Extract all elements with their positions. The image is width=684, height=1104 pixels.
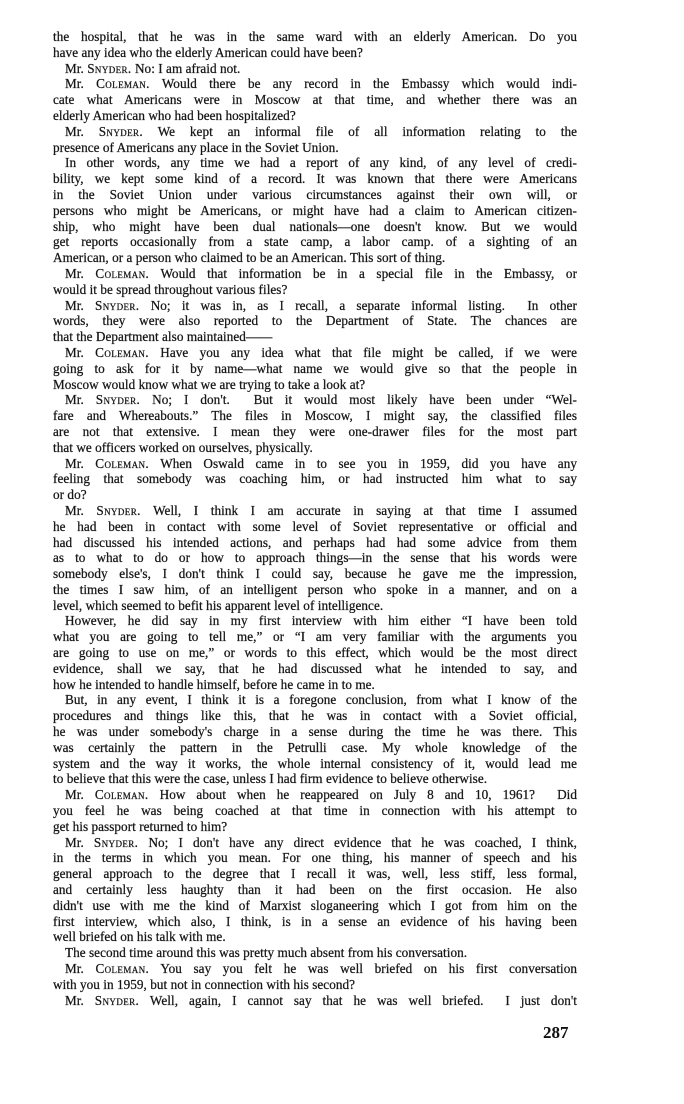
- paragraph: [53, 692, 577, 787]
- speaker-name: Snyder.: [95, 392, 141, 408]
- speaker-title: Mr.: [65, 992, 95, 1008]
- paragraph: [53, 29, 577, 61]
- page-body-text: [53, 29, 577, 1008]
- line-text: No; it was in, as I recall, a separate informal listing. In other: [139, 297, 577, 313]
- text-line: you feel he was being coached at that time in connection with his attempt to: [53, 803, 577, 819]
- line-text: You say you felt he was well briefed on his first conversation: [149, 961, 577, 977]
- text-line: [53, 993, 577, 1009]
- text-line: [53, 76, 577, 92]
- line-text: Well, again, I cannot say that he was well briefed. I just don't: [139, 992, 577, 1008]
- text-line: with you in 1959, but not in connection with his second?: [53, 976, 356, 992]
- speaker-name: Snyder.: [98, 123, 144, 139]
- text-line: ship, who might have been dual nationals—one doesn't know. But we would: [53, 218, 577, 234]
- testimony-paragraph: [53, 61, 577, 77]
- text-line: In other words, any time we had a report of any kind, of any level of credi-: [65, 155, 577, 171]
- line-text: No; I don't have any direct evidence that he was coached, I think,: [138, 834, 577, 850]
- text-line: or do?: [53, 487, 87, 503]
- testimony-paragraph: [53, 392, 577, 455]
- speaker-title: Mr.: [65, 123, 99, 139]
- text-line: words, they were also reported to the Department of State. The chances are: [53, 313, 577, 329]
- text-line: what you are going to tell me,” or “I am very familiar with the arguments you: [53, 629, 577, 645]
- text-line: [53, 124, 577, 140]
- speaker-name: Snyder.: [94, 992, 140, 1008]
- text-line: American, or a person who claimed to be an American. This sort of thing.: [53, 250, 446, 266]
- speaker-name: Coleman.: [95, 344, 149, 360]
- paragraph: [53, 945, 577, 961]
- text-line: have any idea who the elderly American could have been?: [53, 44, 363, 60]
- line-text: No: I am afraid not.: [131, 60, 241, 76]
- testimony-paragraph: [53, 503, 577, 614]
- speaker-title: Mr.: [65, 834, 94, 850]
- text-line: well briefed on his talk with me.: [53, 929, 226, 945]
- text-line: [53, 392, 577, 408]
- text-line: cate what Americans were in Moscow at that time, and whether there was an: [53, 92, 577, 108]
- line-text: When Oswald came in to see you in 1959, did you have any: [149, 455, 577, 471]
- speaker-title: Mr.: [65, 961, 96, 977]
- text-line: are not that extensive. I mean they were one-drawer files for the most part: [53, 423, 577, 439]
- text-line: the hospital, that he was in the same ward with an elderly American. Do you: [53, 29, 577, 44]
- text-line: somebody else's, I don't think I could say, because he gave me the impression,: [53, 566, 577, 582]
- text-line: However, he did say in my first interview with him either “I have been told: [65, 613, 577, 629]
- text-line: get his passport returned to him?: [53, 818, 228, 834]
- text-line: [53, 456, 577, 472]
- text-line: system and the way it works, the whole internal consistency of it, would lead me: [53, 755, 577, 771]
- text-line: elderly American who had been hospitalized?: [53, 107, 296, 123]
- text-line: persons who might be Americans, or might have had a claim to American citizen-: [53, 202, 577, 218]
- text-line: [53, 503, 577, 519]
- testimony-paragraph: [53, 961, 577, 993]
- text-line: are going to use on me,” or words to this effect, which would be the most direct: [53, 645, 577, 661]
- text-line: had discussed his intended actions, and perhaps had had some advice from them: [53, 534, 577, 550]
- speaker-name: Coleman.: [95, 961, 150, 977]
- text-line: But, in any event, I think it is a foregone conclusion, from what I know of the: [65, 692, 577, 708]
- paragraph: [53, 613, 577, 692]
- text-line: would it be spread throughout various files?: [53, 281, 288, 297]
- speaker-name: Coleman.: [95, 265, 150, 281]
- text-line: he was under somebody's charge in a sense during the time he was there. This: [53, 724, 577, 740]
- text-line: [53, 61, 577, 77]
- text-line: the times I saw him, of an intelligent person who spoke in a manner, and on a: [53, 581, 577, 597]
- text-line: and certainly less haughty than it had been on the first occasion. He also: [53, 882, 577, 898]
- text-line: in the Soviet Union under various circumstances against their own will, or: [53, 186, 577, 202]
- speaker-title: Mr.: [65, 265, 96, 281]
- speaker-title: Mr.: [65, 60, 88, 76]
- text-line: general approach to the degree that I recall it was, well, less stiff, less formal,: [53, 866, 577, 882]
- speaker-title: Mr.: [65, 455, 96, 471]
- text-line: evidence, shall we say, that he had discussed what he intended to say, and: [53, 660, 577, 676]
- text-line: get reports occasionally from a state camp, a labor camp. of a sighting of an: [53, 234, 577, 250]
- speaker-name: Snyder.: [87, 60, 132, 76]
- line-text: We kept an informal file of all information relating to the: [143, 123, 577, 139]
- testimony-paragraph: [53, 835, 577, 946]
- testimony-paragraph: [53, 266, 577, 298]
- text-line: The second time around this was pretty much absent from his conversation.: [65, 945, 468, 961]
- text-line: feeling that somebody was coaching him, or had instructed him what to say: [53, 471, 577, 487]
- text-line: bility, we kept some kind of a record. It was known that there were Americans: [53, 171, 577, 187]
- speaker-name: Coleman.: [94, 787, 149, 803]
- text-line: fare and Whereabouts.” The files in Moscow, I might say, the classified files: [53, 408, 577, 424]
- text-line: first interview, which also, I think, is in a sense an evidence of his having been: [53, 913, 577, 929]
- testimony-paragraph: [53, 124, 577, 156]
- testimony-paragraph: [53, 345, 577, 392]
- text-line: [53, 298, 577, 314]
- speaker-name: Snyder.: [96, 502, 141, 518]
- text-line: [53, 961, 577, 977]
- speaker-title: Mr.: [65, 344, 96, 360]
- text-line: how he intended to handle himself, before he came in to me.: [53, 676, 375, 692]
- testimony-paragraph: [53, 456, 577, 503]
- page-number: 287: [543, 1023, 569, 1042]
- testimony-paragraph: [53, 993, 577, 1009]
- speaker-title: Mr.: [65, 502, 97, 518]
- text-line: in the terms in which you mean. For one thing, his manner of speech and his: [53, 850, 577, 866]
- line-text: Would that information be in a special file in the Embassy, or: [149, 265, 577, 281]
- text-line: level, which seemed to befit his apparent level of intelligence.: [53, 597, 384, 613]
- text-line: was certainly the pattern in the Petrulli case. My whole knowledge of the: [53, 739, 577, 755]
- speaker-name: Snyder.: [93, 834, 139, 850]
- text-line: he had been in contact with some level of Soviet representative or official and: [53, 518, 577, 534]
- speaker-title: Mr.: [65, 76, 97, 92]
- text-line: to believe that this were the case, unless I had firm evidence to believe otherwise.: [53, 771, 488, 787]
- line-text: No; I don't. But it would most likely have been under “Wel-: [140, 392, 577, 408]
- line-text: How about when he reappeared on July 8 and 10, 1961? Did: [148, 787, 577, 803]
- text-line: presence of Americans any place in the Soviet Union.: [53, 139, 339, 155]
- speaker-name: Snyder.: [95, 297, 140, 313]
- testimony-paragraph: [53, 298, 577, 345]
- text-line: [53, 787, 577, 803]
- speaker-name: Coleman.: [95, 455, 150, 471]
- speaker-name: Coleman.: [96, 76, 150, 92]
- text-line: didn't use with me the kind of Marxist sloganeering which I got from him on the: [53, 897, 577, 913]
- line-text: Have you any idea what that file might be called, if we were: [148, 344, 577, 360]
- line-text: Would there be any record in the Embassy which would indi-: [149, 76, 577, 92]
- text-line: procedures and things like this, that he was in contact with a Soviet official,: [53, 708, 577, 724]
- text-line: that we officers worked on ourselves, physically.: [53, 439, 313, 455]
- speaker-title: Mr.: [65, 297, 96, 313]
- text-line: Moscow would know what we are trying to take a look at?: [53, 376, 366, 392]
- text-line: as to what to do or how to approach things—in the sense that his words were: [53, 550, 577, 566]
- paragraph: [53, 155, 577, 266]
- text-line: [53, 345, 577, 361]
- text-line: [53, 266, 577, 282]
- speaker-title: Mr.: [65, 392, 96, 408]
- line-text: Well, I think I am accurate in saying at that time I assumed: [140, 502, 577, 518]
- text-line: [53, 835, 577, 851]
- testimony-paragraph: [53, 76, 577, 123]
- text-line: that the Department also maintained——: [53, 329, 273, 345]
- speaker-title: Mr.: [65, 787, 95, 803]
- testimony-paragraph: [53, 787, 577, 834]
- text-line: going to ask for it by name—what name we would give so that the people in: [53, 360, 577, 376]
